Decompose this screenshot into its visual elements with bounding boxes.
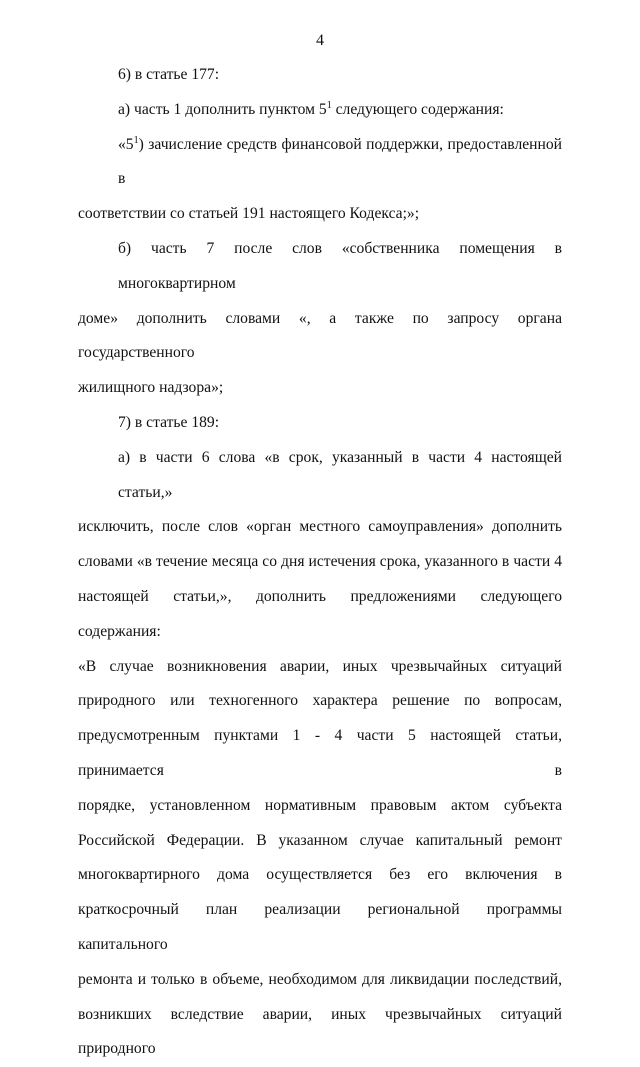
paragraph-text: б) часть 7 после слов «собственника помещения в многоквартирном: [118, 239, 562, 292]
paragraph-text: словами «в течение месяца со дня истечения срока, указанного в части 4: [78, 553, 562, 571]
paragraph-subitem-a-line: [78, 858, 562, 893]
superscript: 1: [326, 99, 332, 111]
paragraph-text: настоящей статьи,», дополнить предложениями следующего содержания:: [78, 587, 562, 640]
paragraph-text: жилищного надзора»;: [78, 379, 224, 397]
superscript: 1: [133, 134, 139, 146]
paragraph-text: возникших вследствие аварии, иных чрезвычайных ситуаций природного: [78, 1005, 562, 1058]
paragraph-text: ) зачисление средств финансовой поддержки, предоставленной в: [118, 135, 562, 188]
quoted-paragraph-line: [78, 128, 562, 198]
paragraph-subitem-a-line: [78, 510, 562, 545]
quoted-paragraph-line: [78, 197, 562, 232]
paragraph-text: краткосрочный план реализации региональной программы капитального: [78, 901, 562, 953]
page-number: 4: [316, 32, 324, 49]
paragraph-text: следующего содержания:: [331, 100, 504, 118]
paragraph-text: а) часть 1 дополнить пунктом 5: [118, 100, 327, 118]
paragraph-subitem-a-line: [78, 789, 562, 824]
paragraph-text: Российской Федерации. В указанном случае капитальный ремонт: [78, 831, 562, 849]
paragraph-text: 6) в статье 177:: [118, 66, 220, 83]
paragraph-subitem-a-line: [78, 824, 562, 859]
paragraph-text: природного или техногенного характера решение по вопросам,: [78, 692, 562, 710]
paragraph-subitem-a-line: [78, 963, 562, 998]
paragraph-text: ремонта и только в объеме, необходимом для ликвидации последствий,: [78, 970, 562, 988]
paragraph-subitem-b-line: [78, 302, 562, 372]
paragraph-subitem-a-line: [78, 684, 562, 719]
paragraph-text: 7) в статье 189:: [118, 413, 220, 431]
paragraph-subitem-a-line: [78, 580, 562, 650]
paragraph-subitem-b-line: [78, 371, 562, 406]
paragraph-subitem-b-line: [78, 232, 562, 302]
paragraph-subitem-a: [78, 93, 562, 128]
paragraph-subitem-a-line: [78, 441, 562, 511]
paragraph-subitem-a-line: [78, 893, 562, 963]
paragraph-text: порядке, установленном нормативным правовым актом субъекта: [78, 796, 562, 814]
paragraph-subitem-a-line: [78, 545, 562, 580]
paragraph-text: а) в части 6 слова «в срок, указанный в части 4 настоящей статьи,»: [118, 448, 562, 501]
paragraph-subitem-a-line: [78, 719, 562, 789]
paragraph-item-6: [78, 58, 562, 93]
paragraph-text: исключить, после слов «орган местного самоуправления» дополнить: [78, 518, 562, 536]
paragraph-text: «5: [118, 135, 134, 153]
paragraph-subitem-a-line: [78, 998, 562, 1067]
paragraph-item-7: [78, 406, 562, 441]
document-body: [78, 58, 562, 1067]
paragraph-text: многоквартирного дома осуществляется без его включения в: [78, 866, 562, 884]
paragraph-text: соответствии со статьей 191 настоящего Кодекса;»;: [78, 205, 420, 223]
paragraph-subitem-a-line: [78, 650, 562, 685]
paragraph-text: «В случае возникновения аварии, иных чрезвычайных ситуаций: [78, 657, 562, 675]
paragraph-text: доме» дополнить словами «, а также по запросу органа государственного: [78, 309, 562, 362]
paragraph-text: предусмотренным пунктами 1 - 4 части 5 настоящей статьи, принимается в: [78, 727, 562, 779]
